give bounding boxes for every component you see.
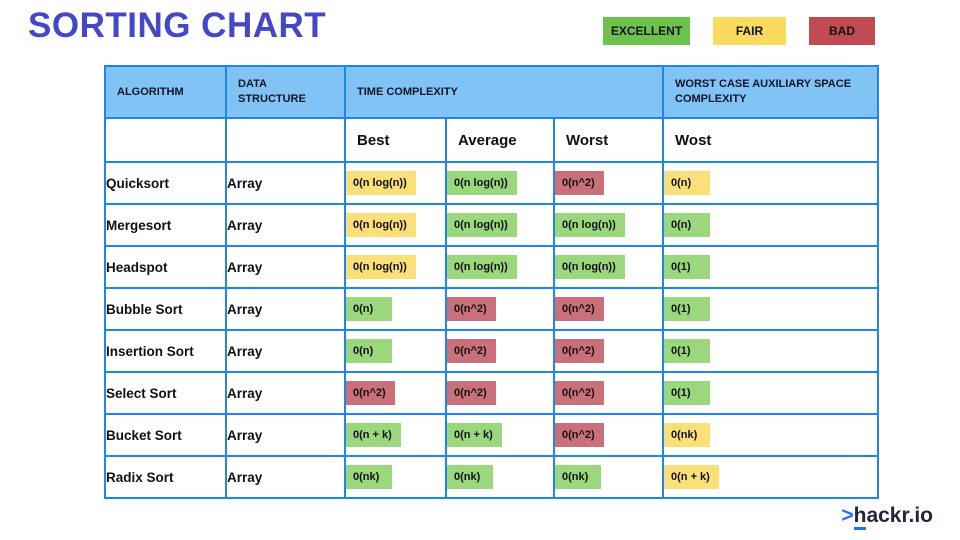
worst-complexity-chip: 0(n log(n)) bbox=[555, 213, 625, 237]
table-row bbox=[105, 456, 878, 498]
average-complexity-chip: 0(nk) bbox=[447, 465, 493, 489]
best-complexity-chip: 0(n log(n)) bbox=[346, 255, 416, 279]
algorithm-name: Radix Sort bbox=[105, 456, 226, 498]
algorithm-name: Bucket Sort bbox=[105, 414, 226, 456]
average-cell bbox=[446, 372, 554, 414]
subheader-average: Average bbox=[446, 118, 554, 162]
best-cell bbox=[345, 162, 446, 204]
space-cell bbox=[663, 288, 878, 330]
space-complexity-chip: 0(1) bbox=[664, 255, 710, 279]
legend-item-bad: BAD bbox=[809, 17, 875, 45]
algorithm-name: Insertion Sort bbox=[105, 330, 226, 372]
algorithm-name: Quicksort bbox=[105, 162, 226, 204]
average-cell bbox=[446, 330, 554, 372]
logo-chevron: > bbox=[841, 504, 854, 527]
worst-complexity-chip: 0(n^2) bbox=[555, 171, 604, 195]
best-cell bbox=[345, 204, 446, 246]
data-structure-value: Array bbox=[226, 246, 345, 288]
worst-complexity-chip: 0(n^2) bbox=[555, 297, 604, 321]
table-row bbox=[105, 372, 878, 414]
worst-complexity-chip: 0(n^2) bbox=[555, 381, 604, 405]
legend-item-excellent: EXCELLENT bbox=[603, 17, 690, 45]
worst-cell bbox=[554, 456, 663, 498]
average-complexity-chip: 0(n log(n)) bbox=[447, 171, 517, 195]
space-cell bbox=[663, 414, 878, 456]
space-complexity-chip: 0(n + k) bbox=[664, 465, 719, 489]
best-complexity-chip: 0(n log(n)) bbox=[346, 171, 416, 195]
average-complexity-chip: 0(n^2) bbox=[447, 339, 496, 363]
worst-complexity-chip: 0(n^2) bbox=[555, 339, 604, 363]
worst-complexity-chip: 0(n^2) bbox=[555, 423, 604, 447]
table-row bbox=[105, 246, 878, 288]
space-cell bbox=[663, 204, 878, 246]
worst-cell bbox=[554, 162, 663, 204]
best-cell bbox=[345, 456, 446, 498]
table-body bbox=[105, 162, 878, 498]
worst-cell bbox=[554, 288, 663, 330]
hackr-logo bbox=[841, 504, 933, 528]
header-row bbox=[105, 66, 878, 118]
data-structure-value: Array bbox=[226, 288, 345, 330]
data-structure-value: Array bbox=[226, 456, 345, 498]
worst-cell bbox=[554, 372, 663, 414]
best-complexity-chip: 0(n) bbox=[346, 339, 392, 363]
subheader-best: Best bbox=[345, 118, 446, 162]
best-cell bbox=[345, 330, 446, 372]
header-algorithm: ALGORITHM bbox=[105, 66, 226, 118]
algorithm-name: Bubble Sort bbox=[105, 288, 226, 330]
sorting-table bbox=[104, 65, 879, 499]
header-data-structure: DATA STRUCTURE bbox=[226, 66, 345, 118]
average-cell bbox=[446, 162, 554, 204]
space-complexity-chip: 0(1) bbox=[664, 339, 710, 363]
logo-rest: ackr.io bbox=[866, 504, 933, 527]
average-cell bbox=[446, 288, 554, 330]
subheader-spacer bbox=[105, 118, 226, 162]
algorithm-name: Mergesort bbox=[105, 204, 226, 246]
table-row bbox=[105, 330, 878, 372]
worst-cell bbox=[554, 204, 663, 246]
data-structure-value: Array bbox=[226, 372, 345, 414]
subheader-row bbox=[105, 118, 878, 162]
best-complexity-chip: 0(n log(n)) bbox=[346, 213, 416, 237]
space-cell bbox=[663, 246, 878, 288]
worst-cell bbox=[554, 330, 663, 372]
data-structure-value: Array bbox=[226, 162, 345, 204]
table-row bbox=[105, 288, 878, 330]
worst-cell bbox=[554, 414, 663, 456]
legend bbox=[603, 17, 875, 45]
data-structure-value: Array bbox=[226, 330, 345, 372]
average-cell bbox=[446, 246, 554, 288]
subheader-wost: Wost bbox=[663, 118, 878, 162]
space-complexity-chip: 0(1) bbox=[664, 381, 710, 405]
space-cell bbox=[663, 372, 878, 414]
average-complexity-chip: 0(n log(n)) bbox=[447, 255, 517, 279]
best-complexity-chip: 0(n) bbox=[346, 297, 392, 321]
best-complexity-chip: 0(nk) bbox=[346, 465, 392, 489]
space-complexity-chip: 0(n) bbox=[664, 213, 710, 237]
space-complexity-chip: 0(nk) bbox=[664, 423, 710, 447]
table-row bbox=[105, 414, 878, 456]
best-cell bbox=[345, 372, 446, 414]
algorithm-name: Headspot bbox=[105, 246, 226, 288]
average-cell bbox=[446, 456, 554, 498]
average-complexity-chip: 0(n log(n)) bbox=[447, 213, 517, 237]
best-cell bbox=[345, 288, 446, 330]
space-cell bbox=[663, 330, 878, 372]
table-row bbox=[105, 204, 878, 246]
best-cell bbox=[345, 246, 446, 288]
table-row bbox=[105, 162, 878, 204]
legend-item-fair: FAIR bbox=[713, 17, 786, 45]
best-cell bbox=[345, 414, 446, 456]
data-structure-value: Array bbox=[226, 414, 345, 456]
average-complexity-chip: 0(n^2) bbox=[447, 297, 496, 321]
best-complexity-chip: 0(n + k) bbox=[346, 423, 401, 447]
average-complexity-chip: 0(n + k) bbox=[447, 423, 502, 447]
best-complexity-chip: 0(n^2) bbox=[346, 381, 395, 405]
worst-complexity-chip: 0(n log(n)) bbox=[555, 255, 625, 279]
header-time-complexity: TIME COMPLEXITY bbox=[345, 66, 663, 118]
worst-complexity-chip: 0(nk) bbox=[555, 465, 601, 489]
space-complexity-chip: 0(1) bbox=[664, 297, 710, 321]
average-cell bbox=[446, 414, 554, 456]
subheader-worst: Worst bbox=[554, 118, 663, 162]
average-cell bbox=[446, 204, 554, 246]
data-structure-value: Array bbox=[226, 204, 345, 246]
algorithm-name: Select Sort bbox=[105, 372, 226, 414]
average-complexity-chip: 0(n^2) bbox=[447, 381, 496, 405]
logo-first-letter: h bbox=[854, 504, 867, 530]
subheader-spacer bbox=[226, 118, 345, 162]
worst-cell bbox=[554, 246, 663, 288]
space-cell bbox=[663, 456, 878, 498]
space-complexity-chip: 0(n) bbox=[664, 171, 710, 195]
table-head bbox=[105, 66, 878, 162]
space-cell bbox=[663, 162, 878, 204]
header-space-complexity: WORST CASE AUXILIARY SPACE COMPLEXITY bbox=[663, 66, 878, 118]
page-title: SORTING CHART bbox=[28, 6, 327, 45]
